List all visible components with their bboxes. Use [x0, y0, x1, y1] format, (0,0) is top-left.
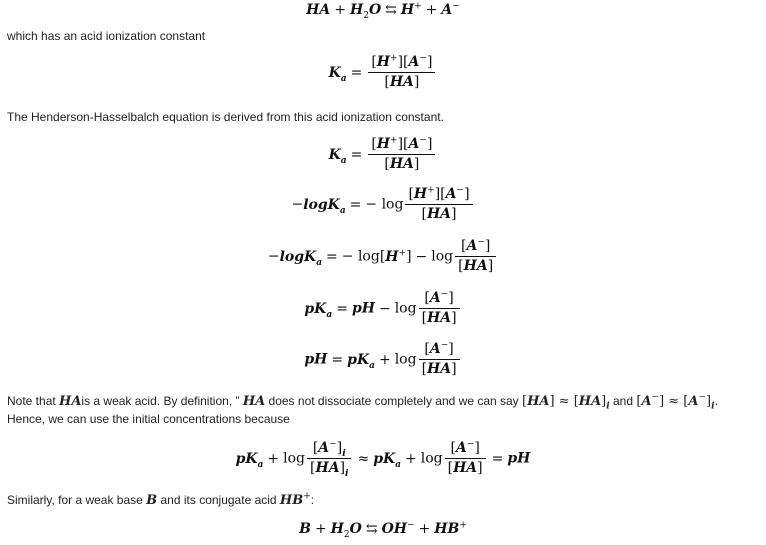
- equation-log-expanded: −logK$_a$ = − log[H+] − log $\frac{[A^-]}{[HA]}$: [0, 238, 766, 275]
- equation-ka-repeat: $K_a$ = $\frac{[H^+][A^-]}{[HA]}$: [0, 136, 766, 173]
- equation-pka: $pK_a$ = pH − log $\frac{[A^-]}{[HA]}$: [0, 290, 766, 327]
- text-paragraph-weak-base: Similarly, for a weak base B and its conjugate acid HB+:: [7, 491, 315, 508]
- equation-neg-log-ka: −logK$_a$ = − log $\frac{[H^+][A^-]}{[HA]}$: [0, 186, 766, 223]
- text-paragraph: which has an acid ionization constant: [7, 29, 206, 43]
- text-paragraph: The Henderson-Hasselbalch equation is derived from this acid ionization constant.: [7, 110, 444, 124]
- equation-acid-dissociation: HA + $H_2O$ ⇆ H+ + A−: [306, 1, 460, 21]
- equation-initial-concentrations: $pK_a + \log$ $\frac{[A^-]_i}{[HA]_i}$ ≈ $pK_a + \log$ $\frac{[A^-]}{[HA]}$ = pH: [235, 439, 531, 479]
- equation-ka: $K_a$ = $\frac{[H^+][A^-]}{[HA]}$: [0, 54, 766, 91]
- text-paragraph-weak-acid: Note that HAis a weak acid. By definition, ” HA does not dissociate completely and we can say $[HA] \approx [HA]_i$ and $[A^-] \approx [A^-]_i$.: [7, 392, 719, 412]
- equation-henderson-hasselbalch: pH = $pK_a + \log$ $\frac{[A^-]}{[HA]}$: [0, 341, 766, 378]
- equation-base-dissociation: $B + H_2O$ ⇆ OH− + HB+: [299, 520, 467, 540]
- text-paragraph: Hence, we can use the initial concentrations because: [7, 412, 290, 426]
